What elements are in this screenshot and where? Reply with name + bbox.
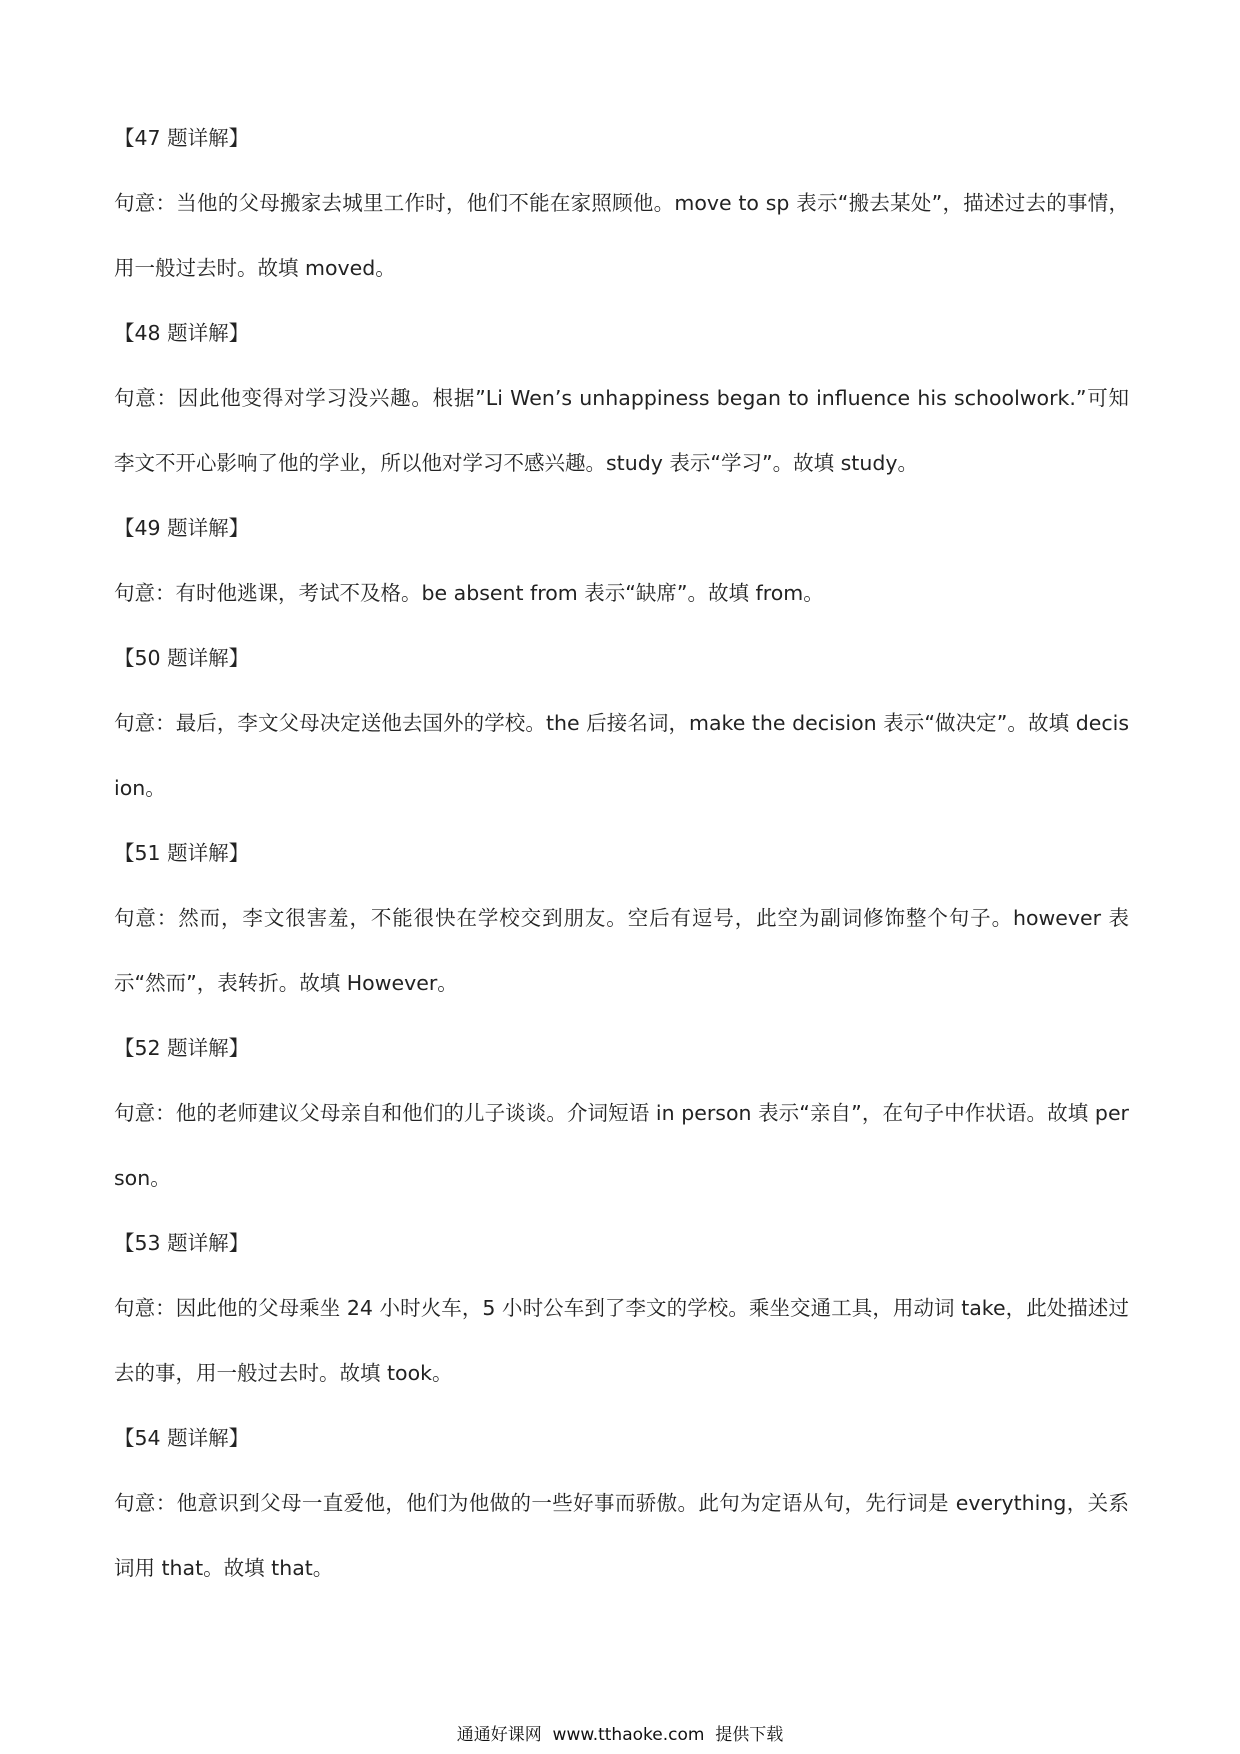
question-52-explanation: 句意：他的老师建议父母亲自和他们的儿子谈谈。介词短语 in person 表示“亲自”，在句子中作状语。故填 person。 [114,1101,1129,1190]
question-49-title: 【49 题详解】 [114,516,250,540]
question-53-title: 【53 题详解】 [114,1231,250,1255]
question-47-title: 【47 题详解】 [114,126,250,150]
question-50-explanation: 句意：最后，李文父母决定送他去国外的学校。the 后接名词，make the decision 表示“做决定”。故填 decision。 [114,711,1129,800]
question-51-title: 【51 题详解】 [114,841,250,865]
question-48-explanation: 句意：因此他变得对学习没兴趣。根据”Li Wen’s unhappiness began to influence his schoolwork.”可知李文不开心影响了他的学业，所以他对学习不感兴趣。study 表示“学习”。故填 study。 [114,386,1129,475]
question-54-title: 【54 题详解】 [114,1426,250,1450]
question-53-explanation: 句意：因此他的父母乘坐 24 小时火车，5 小时公车到了李文的学校。乘坐交通工具，用动词 take，此处描述过去的事，用一般过去时。故填 took。 [114,1296,1129,1385]
footer-source: 通通好课网 www.tthaoke.com 提供下载 [456,1725,784,1745]
question-49-explanation: 句意：有时他逃课，考试不及格。be absent from 表示“缺席”。故填 from。 [114,581,824,605]
answer-explanations [114,106,1129,1601]
question-51-explanation: 句意：然而，李文很害羞，不能很快在学校交到朋友。空后有逗号，此空为副词修饰整个句子。however 表示“然而”，表转折。故填 However。 [114,906,1129,995]
question-54-explanation: 句意：他意识到父母一直爱他，他们为他做的一些好事而骄傲。此句为定语从句，先行词是 everything，关系词用 that。故填 that。 [114,1491,1129,1580]
question-52-title: 【52 题详解】 [114,1036,250,1060]
question-47-explanation: 句意：当他的父母搬家去城里工作时，他们不能在家照顾他。move to sp 表示“搬去某处”，描述过去的事情，用一般过去时。故填 moved。 [114,191,1129,280]
question-48-title: 【48 题详解】 [114,321,250,345]
question-50-title: 【50 题详解】 [114,646,250,670]
